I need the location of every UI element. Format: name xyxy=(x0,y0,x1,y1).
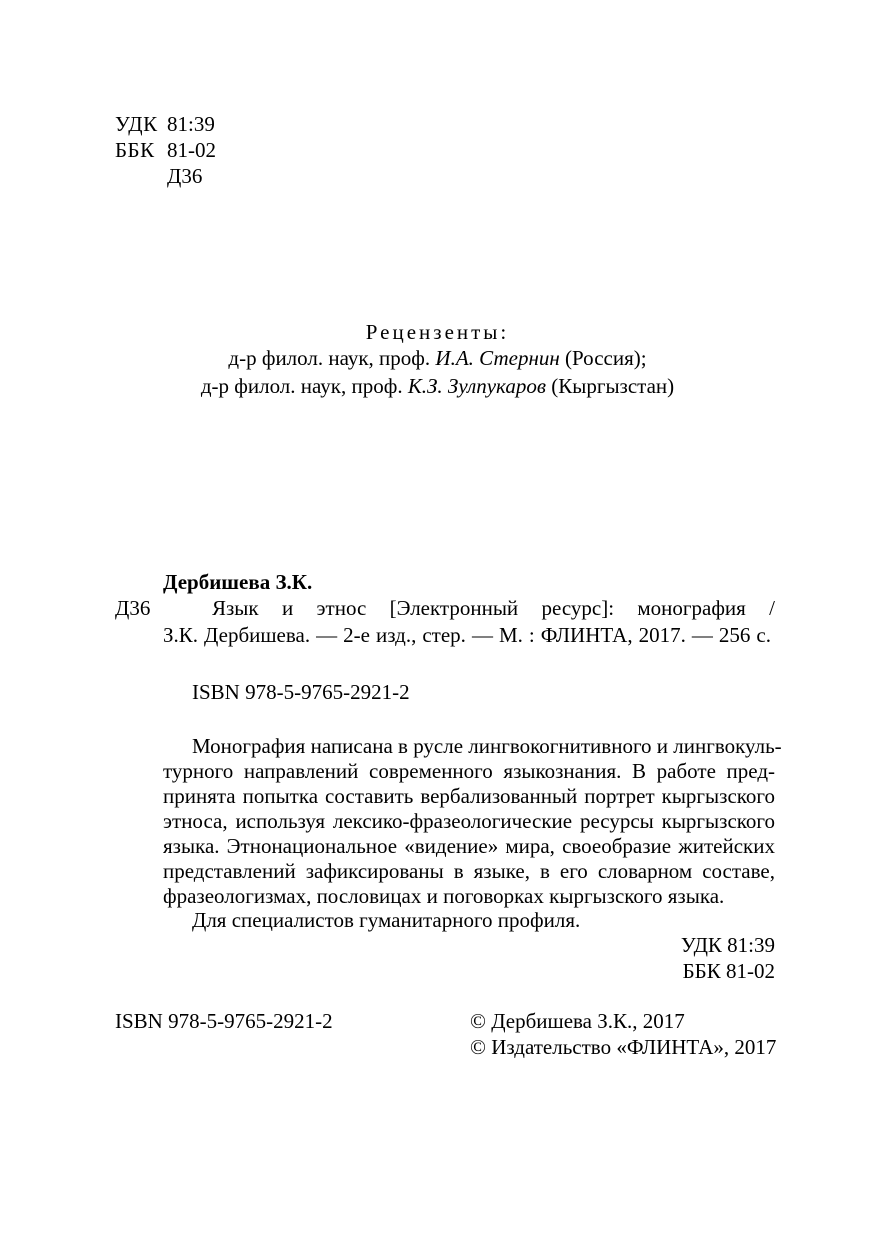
audience-note: Для специалистов гуманитарного профиля. xyxy=(192,908,581,932)
imprint-isbn: ISBN 978-5-9765-2921-2 xyxy=(115,1009,333,1033)
abstract-line: фразеологизмах, пословицах и поговорках кыргызского языка. xyxy=(163,884,725,908)
record-author-mark: Д36 xyxy=(115,596,151,620)
abstract-line: представлений зафиксированы в языке, в его словарном составе, xyxy=(163,859,775,883)
reviewer-2 xyxy=(0,374,875,399)
record-title-line-1: Язык и этнос [Электронный ресурс]: монография / xyxy=(212,596,775,620)
abstract-line: турного направлений современного языкознания. В работе пред- xyxy=(163,759,775,783)
abstract-line: этноса, используя лексико-фразеологические ресурсы кыргызского xyxy=(163,809,775,833)
abstract xyxy=(163,734,782,909)
reviewer-2-prefix: д-р филол. наук, проф. xyxy=(200,374,408,398)
reviewer-2-suffix: (Кыргызстан) xyxy=(545,374,675,398)
reviewer-1 xyxy=(0,346,875,371)
reviewers-heading: Рецензенты: xyxy=(365,320,510,344)
record-isbn: ISBN 978-5-9765-2921-2 xyxy=(192,680,410,704)
author-mark-top: Д36 xyxy=(167,164,203,188)
reviewer-1-name: И.А. Стернин xyxy=(435,346,560,370)
abstract-line: Монография написана в русле лингвокогнитивного и лингвокуль- xyxy=(192,734,782,758)
udk-value: 81:39 xyxy=(167,112,215,136)
footer-udk: УДК 81:39 xyxy=(680,933,775,957)
footer-bbk: ББК 81-02 xyxy=(682,959,775,983)
udk-label: УДК xyxy=(115,112,158,136)
abstract-line: языка. Этнонациональное «видение» мира, своеобразие житейских xyxy=(163,834,775,858)
record-title-line-2: З.К. Дербишева. — 2-е изд., стер. — М. : ФЛИНТА, 2017. — 256 с. xyxy=(163,623,771,647)
reviewer-1-suffix: (Россия); xyxy=(559,346,647,370)
bbk-label: ББК xyxy=(115,138,155,162)
abstract-line: принята попытка составить вербализованный портрет кыргызского xyxy=(163,784,775,808)
copyright-author: © Дербишева З.К., 2017 xyxy=(470,1009,685,1033)
reviewer-1-prefix: д-р филол. наук, проф. xyxy=(228,346,436,370)
record-author: Дербишева З.К. xyxy=(163,570,313,594)
bbk-value: 81-02 xyxy=(167,138,216,162)
reviewer-2-name: К.З. Зулпукаров xyxy=(407,374,546,398)
copyright-publisher: © Издательство «ФЛИНТА», 2017 xyxy=(470,1035,777,1059)
